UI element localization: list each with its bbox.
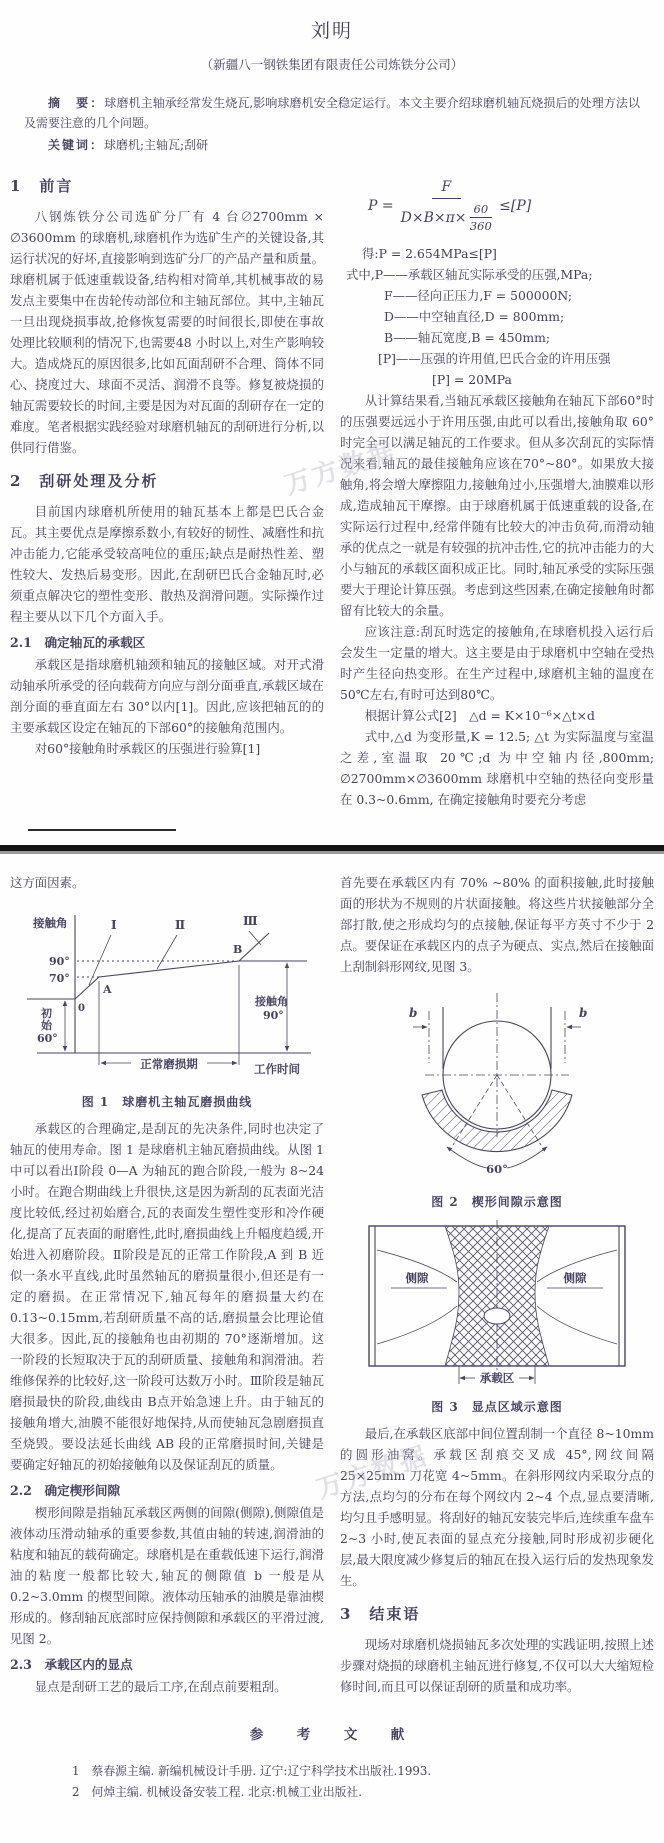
paper-title: 刘明 [310,20,353,42]
abstract [24,93,640,133]
reference-number: 1 [72,1764,80,1778]
pressure-formula [368,179,654,233]
reference-item [10,1761,654,1782]
right-angle-label-1: 接触角 [255,995,288,1008]
page-break-divider [0,845,664,854]
stage3-label: Ⅲ [243,914,258,928]
formula-sub-numerator: 60 [470,202,493,218]
reference-item [10,1782,654,1803]
tick-90: 90° [49,955,70,968]
figure-2-caption: 图 2 楔形间隙示意图 [431,1195,563,1209]
figure-3-caption: 图 3 显点区域示意图 [431,1400,563,1414]
formula-fraction [401,179,493,233]
footnote-rule [28,829,176,831]
references [10,1723,654,1803]
keywords [24,135,640,155]
side-clearance-label-right: 侧隙 [563,1271,587,1285]
abstract-text: 球磨机主轴承经常发生烧瓦,影响球磨机安全稳定运行。本文主要介绍球磨机轴瓦烧损后的处理方法以及需要注意的几个问题。 [24,96,640,130]
initial-label-1: 初 [41,1007,52,1020]
paragraph: 应该注意:刮瓦时选定的接触角,在球磨机投入运行后会发生一定量的增大。这主要是由于球磨机中空轴在受热时产生径向热变形。在生产过程中,球磨机主轴的温度在50℃左右,有时可达到80℃。 [340,624,654,702]
formula-lhs: P = [368,198,394,214]
paragraph: 从计算结果看,当轴瓦承载区接触角在轴瓦下部60°时的压强要远远小于许用压强,由此可以看出,接触角取 60°时完全可以满足轴瓦的工作要求。但从多次刮瓦的实际情况来看,轴瓦的最佳接触角应该在70°~80°。如果放大接触角,将会增大摩擦阻力,接触角过小,压强增大,油膜难以形成,造成轴瓦干摩擦。由于球磨机属于低速重载的设备,在实际运行过程中,经常伴随有比较大的冲击负荷,而滑动轴承的优点之一就是有较强的抗冲击性,它的抗冲击能力的大小与轴瓦的承载区面积成正比。同时,轴瓦承受的实际压强要大于理论计算压强。考虑到这些因素,在确定接触角时都留有比较大的余量。 [340,393,654,618]
paragraph: 首先要在承载区内有 70% ~80% 的面积接触,此时接触面的形状为不规则的片状面接触。将这些片状接触部分全部打散,使之形成均匀的点接触,保证每平方英寸不少于 2 点。要保证在承载区内的点子为硬点、实点,然后在接触面上刮制斜形网纹,见图 3。 [340,875,654,974]
references-heading: 参 考 文 献 [249,1727,415,1743]
tick-70: 70° [49,972,70,985]
point-a-label: A [103,983,112,996]
formula-denominator [401,199,493,233]
paragraph: 楔形间隙是指轴瓦承载区两侧的间隙(侧隙),侧隙值是液体动压滑动轴承的重要参数,其值由轴的转速,润滑油的粘度和轴瓦的载荷确定。球磨机是在重载低速下运行,润滑油的粘度一般都比较大,轴瓦的侧隙值 b 一般是从 0.2~3.0mm 的楔型间隙。液体动压轴承的油膜是靠油楔形成的。修刮轴瓦底部时应保持侧隙和承载区的平滑过渡,见图 2。 [10,1505,324,1646]
paragraph: 式中,△d 为变形量,K = 12.5; △t 为实际温度与室温之差,室温取 20℃;d 为中空轴内径,800mm; ∅2700mm×∅3600mm 球磨机中空轴的热径向变形量在 0.3~0.6mm, 在确定接触角时要充分考虑 [340,729,654,807]
reference-text: 何焯主编. 机械设备安装工程. 北京:机械工业出版社. [91,1785,362,1799]
initial-label-2: 始 [41,1019,52,1032]
gap-label-left: b [409,1006,418,1020]
figure-2-wedge-clearance [340,987,654,1187]
page2-columns [10,872,654,1697]
point-b-label: B [233,943,243,956]
gap-label-right: b [579,1006,588,1020]
figure-1-wear-curve [10,903,324,1087]
stage1-label: Ⅰ [111,918,117,932]
reference-text: 蔡春源主编. 新编机械设计手册. 辽宁:辽宁科学技术出版社.1993. [91,1764,432,1778]
definition-line: B——轴瓦宽度,B = 450mm; [384,330,551,345]
paragraph: 显点是刮研工艺的最后工序,在刮点前要粗刮。 [34,1679,287,1694]
paragraph: 这方面因素。 [10,875,85,890]
subsection-heading-2-1: 2.1 确定轴瓦的承载区 [10,635,146,650]
stage3-leader [249,931,261,945]
reference-number: 2 [72,1785,80,1799]
section-heading-3: 3 结束语 [340,1605,421,1623]
wanfang-watermark: 万方数据 [280,436,401,502]
angle-label: 60° [486,1162,508,1176]
paragraph: 承载区的合理确定,是刮瓦的先决条件,同时也决定了轴瓦的使用寿命。图 1 是球磨机主轴瓦磨损曲线。从图 1 中可以看出Ⅰ阶段 0—A 为轴瓦的跑合阶段,一般为 8~24 小时。在跑合期曲线上升很快,这是因为新刮的瓦表面光洁度比较低,经过初始磨合,瓦的表面发生塑性变形和冷作硬化,提高了瓦表面的耐磨性,此时,磨损曲线上升幅度趋缓,开始进入初磨阶段。Ⅱ阶段是瓦的正常工作阶段,A 到 B 近似一条水平直线,此时虽然轴瓦的磨损量很小,但还是有一定的磨损。在正常情况下,轴瓦每年的磨损量大约在 0.13~0.15mm,若刮研质量不高的话,磨损量会比理论值大很多。因此,瓦的接触角也由初期的 70°逐渐增加。这一阶段的长短取决于瓦的刮研质量、接触角和润滑油。若维修保养的比较好,这一阶段可达数万小时。Ⅲ阶段是轴瓦磨损最快的阶段,曲线由 B点开始急速上升。由于轴瓦的接触角增大,油膜不能很好地保持,从而使轴瓦急剧磨损直至烧毁。要设法延长曲线 AB 段的正常磨损时间,关键是要确定好轴瓦的初始接触角以及保证刮瓦的质量。 [10,1121,324,1472]
y-axis-label: 接触角 [33,916,68,930]
stage2-label: Ⅱ [175,918,186,932]
formula-subfraction [470,202,493,233]
formula-rhs: ≤[P] [499,198,532,214]
origin-label: 0 [78,1003,85,1014]
wedge-clearance-diagram [347,987,647,1187]
side-clearance-label-left: 侧隙 [405,1271,429,1285]
stage2-leader [157,935,177,969]
page1-left-column [10,163,324,810]
formula-result: 得:P = 2.654MPa≤[P] [362,246,497,261]
figure-1-caption: 图 1 球磨机主轴瓦磨损曲线 [81,1095,253,1109]
wanfang-watermark: 万方数据 [312,1440,433,1506]
right-angle-label-2: 90° [263,1009,284,1022]
affiliation: （新疆八一钢铁集团有限责任公司炼铁分公司） [200,57,464,72]
paragraph: 最后,在承载区底部中间位置刮制一个直径 8~10mm 的圆形油窝。承载区刮痕交叉成 45°,网纹间隔 25×25mm 刀花宽 4~5mm。在斜形网纹内采取分点的方法,点均匀的分布在每个网纹内 2~4 个点,显点要清晰,均匀且手感明显。将刮好的轴瓦安装完毕后,连续重车盘车 2~3 小时,使瓦表面的显点充分接触,同时形成初步硬化层,最大限度减少修复后的轴瓦在投入运行后的发热现象发生。 [340,1426,654,1588]
paragraph: 承载区是指球磨机轴颈和轴瓦的接触区域。对开式滑动轴承所承受的径向载荷方向应与剖分面垂直,承载区域在剖分面的垂直面左右 30°以内[1]。因此,应该把轴瓦的的主要承载区设定在轴瓦的下部60°的接触角范围内。 [10,657,324,735]
side-curve-left-bottom [377,1306,457,1344]
page2-right-column [340,872,654,1697]
initial-label-3: 60° [37,1032,58,1045]
keywords-text: 球磨机;主轴瓦;刮研 [104,138,209,152]
load-zone-label: 承载区 [479,1371,515,1385]
page-1 [0,0,664,845]
formula-sub-denominator: 360 [469,219,492,233]
formula-den-text: D×B×π× [400,209,467,226]
x-axis-label: 工作时间 [254,1062,300,1076]
wear-period-label: 正常磨损期 [140,1057,198,1071]
page1-columns [10,163,654,810]
page1-right-column [340,163,654,810]
section-heading-2: 2 刮研处理及分析 [10,472,159,490]
paragraph: 根据计算公式[2] △d = K×10⁻⁶×△t×d [364,708,595,723]
spotting-area-diagram [347,1220,647,1392]
subsection-heading-2-3: 2.3 承载区内的显点 [10,1657,133,1672]
paragraph: 现场对球磨机烧损轴瓦多次处理的实践证明,按照上述步骤对烧损的球磨机主轴瓦进行修复,不仅可以大大缩短检修时间,而且可以保证刮研的质量和成功率。 [340,1637,654,1694]
definition-line: D——中空轴直径,D = 800mm; [384,309,565,324]
page-2 [0,854,664,1843]
side-curve-right-bottom [537,1306,617,1344]
section-heading-1: 1 前言 [10,177,74,195]
page2-left-column [10,872,324,1697]
stage1-leader [89,935,111,985]
definition-line: 式中,P——承载区轴瓦实际承受的压强,MPa; [346,267,593,282]
definition-line: [P]——压强的许用值,巴氏合金的许用压强 [378,351,611,366]
definition-line: [P] = 20MPa [432,372,512,387]
formula-numerator: F [432,179,462,199]
definition-line: F——径向正压力,F = 500000N; [384,288,573,303]
figure-3-spotting-area [340,1220,654,1392]
paragraph: 目前国内球磨机所使用的轴瓦基本上都是巴氏合金瓦。其主要优点是摩擦系数小,有较好的韧性、减磨性和抗冲击能力,它能承受较高吨位的重压;缺点是耐热性差、塑性较大、发热后易变形。因此,在刮研巴氏合金轴瓦时,必须重点解决它的塑性变形、散热及润滑问题。实际操作过程主要从以下几个方面入手。 [10,504,324,624]
paragraph: 八钢炼铁分公司选矿分厂有 4 台∅2700mm × ∅3600mm 的球磨机,球磨机作为选矿生产的关键设备,其运行状况的好坏,直接影响到选矿分厂的产品产量和质量。球磨机属于低速重载设备,结构相对简单,其机械事故的易发点主要集中在齿轮传动部位和主轴瓦部位。其中,主轴瓦一旦出现烧损事故,抢修恢复需要的时间很长,即使在事故处理比较顺利的情况下,也需要48 小时以上,对生产影响较大。造成烧瓦的原因很多,比如瓦面刮研不合理、筒体不同心、挠度过大、球面不灵活、润滑不良等。修复被烧损的轴瓦需要较长的时间,主要是因为对瓦面的刮研存在一定的难度。笔者根据实践经验对球磨机轴瓦的刮研进行分析,以供同行借鉴。 [10,209,324,455]
abstract-label: 摘 要： [48,96,105,110]
paragraph: 对60°接触角时承载区的压强进行验算[1] [34,741,261,756]
keywords-label: 关键词： [48,138,105,152]
wear-curve-chart [11,903,323,1087]
subsection-heading-2-2: 2.2 确定楔形间隙 [10,1483,121,1498]
oil-pocket [484,1308,510,1324]
